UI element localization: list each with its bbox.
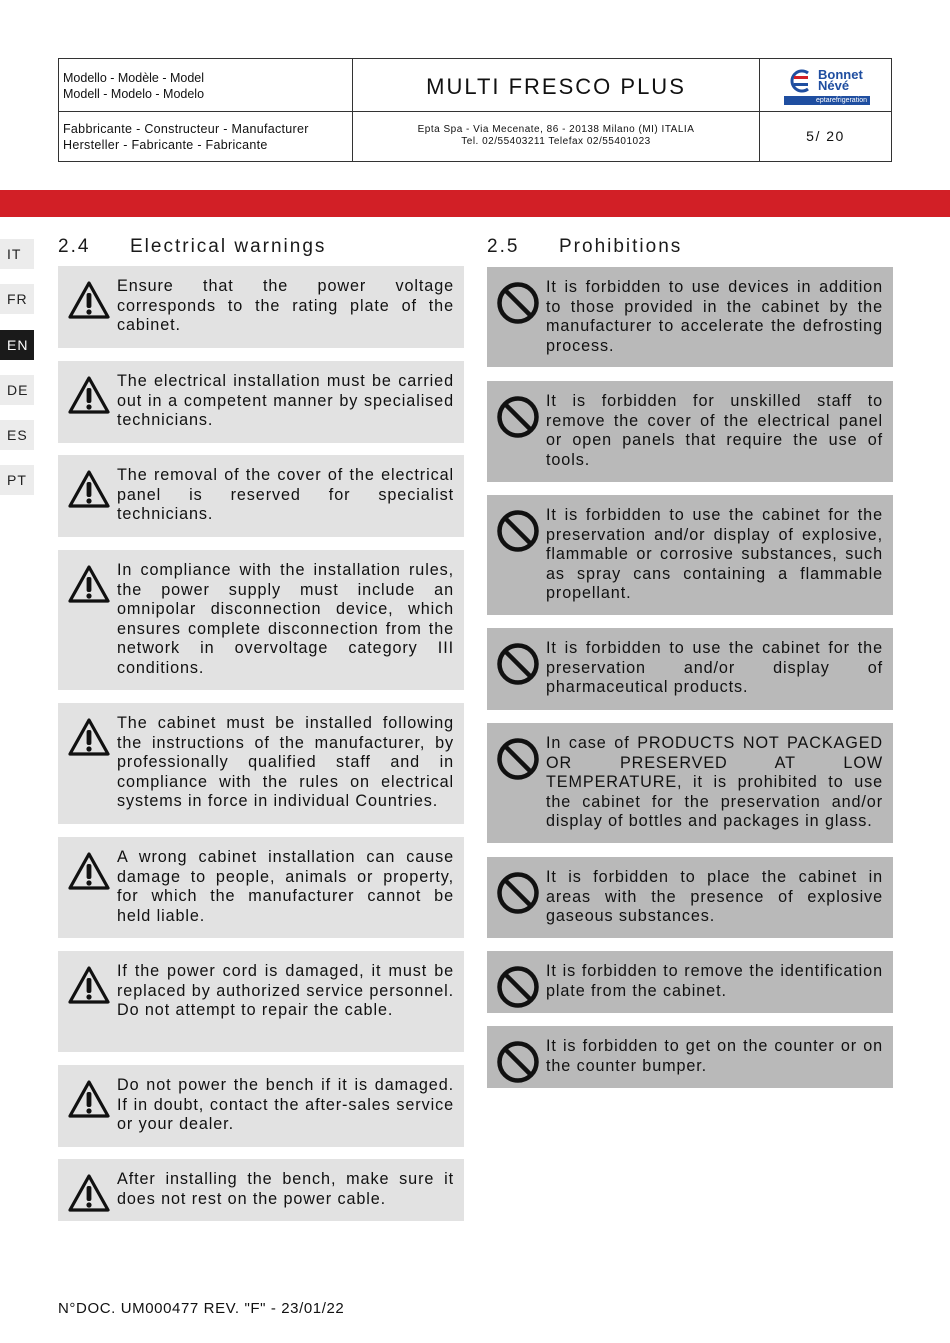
logo-brand-line2: Névé xyxy=(818,78,850,93)
document-header xyxy=(58,58,892,162)
language-tab-es[interactable]: ES xyxy=(0,420,34,450)
warnings-item xyxy=(58,550,464,690)
warnings-item xyxy=(58,1065,464,1147)
prohibition-icon xyxy=(496,871,540,911)
warning-triangle-icon xyxy=(67,851,111,891)
warnings-item xyxy=(58,703,464,824)
warning-triangle-icon xyxy=(67,1173,111,1213)
language-tab-en[interactable]: EN xyxy=(0,330,34,360)
warnings-item xyxy=(58,455,464,537)
manufacturer-label-line1: Fabbricante - Constructeur - Manufacturer xyxy=(63,122,309,136)
prohibition-icon xyxy=(496,281,540,321)
warning-triangle-icon xyxy=(67,1079,111,1119)
prohibitions-item-text: It is forbidden for unskilled staff to remove the cover of the electrical panel or open panels that require the use of tools. xyxy=(546,392,883,469)
warnings-item-text: After installing the bench, make sure it does not rest on the power cable. xyxy=(117,1170,454,1208)
model-name: MULTI FRESCO PLUS xyxy=(353,59,760,112)
section-number: 2.4 xyxy=(58,236,91,257)
section-band xyxy=(0,190,950,217)
prohibitions-item-text: It is forbidden to remove the identification plate from the cabinet. xyxy=(546,962,883,1000)
warnings-item xyxy=(58,266,464,348)
prohibitions-item-text: It is forbidden to use the cabinet for the preservation and/or display of pharmaceutical products. xyxy=(546,639,883,696)
language-tab-pt[interactable]: PT xyxy=(0,465,34,495)
section-number: 2.5 xyxy=(487,236,520,257)
address-line2: Tel. 02/55403211 Telefax 02/55401023 xyxy=(461,136,651,147)
page-number: 5/ 20 xyxy=(806,128,845,144)
prohibitions-item xyxy=(487,1026,893,1088)
bonnet-neve-logo xyxy=(784,66,870,106)
logo-sub: eptarefrigeration xyxy=(784,96,870,105)
manufacturer-label xyxy=(59,112,353,161)
warnings-item-text: The cabinet must be installed following the instructions of the manufacturer, by professionally qualified staff and in compliance with the rules on electrical systems in force in individual Countries. xyxy=(117,714,454,810)
prohibition-icon xyxy=(496,737,540,777)
prohibitions-item-text: It is forbidden to use the cabinet for the preservation and/or display of explosive, flammable or corrosive substances, such as spray cans containing a flammable propellant. xyxy=(546,506,883,602)
warnings-item-text: In compliance with the installation rules, the power supply must include an omnipolar disconnection device, which ensures complete disconnection from the network in overvoltage category III conditions. xyxy=(117,561,454,677)
prohibitions-item-text: It is forbidden to get on the counter or on the counter bumper. xyxy=(546,1037,883,1075)
model-label-line2: Modell - Modelo - Modelo xyxy=(63,87,205,101)
prohibition-icon xyxy=(496,965,540,1005)
prohibition-icon xyxy=(496,509,540,549)
warning-triangle-icon xyxy=(67,469,111,509)
prohibition-icon xyxy=(496,1040,540,1080)
section-heading-prohibitions xyxy=(487,236,682,258)
language-tab-it[interactable]: IT xyxy=(0,239,34,269)
logo-mark-icon xyxy=(786,67,816,95)
prohibitions-item xyxy=(487,381,893,482)
prohibition-icon xyxy=(496,642,540,682)
warning-triangle-icon xyxy=(67,375,111,415)
warnings-item-text: The electrical installation must be carried out in a competent manner by specialised technicians. xyxy=(117,372,454,429)
warnings-item xyxy=(58,951,464,1052)
prohibitions-item-text: It is forbidden to use devices in addition to those provided in the cabinet by the manufacturer to accelerate the defrosting process. xyxy=(546,278,883,355)
section-heading-warnings xyxy=(58,236,326,258)
prohibitions-item xyxy=(487,857,893,938)
prohibition-icon xyxy=(496,395,540,435)
section-title: Electrical warnings xyxy=(130,236,327,257)
warning-triangle-icon xyxy=(67,717,111,757)
prohibitions-item xyxy=(487,723,893,843)
logo-brand-line1: Bonnet xyxy=(818,67,863,82)
manufacturer-address xyxy=(353,112,760,161)
logo-cell xyxy=(760,59,891,112)
warnings-item xyxy=(58,1159,464,1221)
model-label-line1: Modello - Modèle - Model xyxy=(63,71,205,85)
language-tab-fr[interactable]: FR xyxy=(0,284,34,314)
prohibitions-item-text: In case of PRODUCTS NOT PACKAGED OR PRESERVED AT LOW TEMPERATURE, it is prohibited to use the cabinet for the preservation and/or display of bottles and packages in glass. xyxy=(546,734,883,830)
warnings-item xyxy=(58,361,464,443)
warnings-item-text: Do not power the bench if it is damaged. If in doubt, contact the after-sales service or your dealer. xyxy=(117,1076,454,1133)
address-line1: Epta Spa - Via Mecenate, 86 - 20138 Milano (MI) ITALIA xyxy=(417,124,695,135)
prohibitions-item xyxy=(487,628,893,710)
warnings-item-text: Ensure that the power voltage corresponds to the rating plate of the cabinet. xyxy=(117,277,454,334)
prohibitions-item-text: It is forbidden to place the cabinet in areas with the presence of explosive gaseous substances. xyxy=(546,868,883,925)
warnings-item-text: The removal of the cover of the electrical panel is reserved for specialist technicians. xyxy=(117,466,454,523)
model-label xyxy=(59,59,353,112)
warning-triangle-icon xyxy=(67,280,111,320)
warnings-item-text: A wrong cabinet installation can cause damage to people, animals or property, for which the manufacturer cannot be held liable. xyxy=(117,848,454,925)
prohibitions-item xyxy=(487,267,893,367)
manufacturer-label-line2: Hersteller - Fabricante - Fabricante xyxy=(63,138,268,152)
warnings-item-text: If the power cord is damaged, it must be replaced by authorized service personnel. Do not attempt to repair the cable. xyxy=(117,962,454,1019)
section-title: Prohibitions xyxy=(559,236,683,257)
warnings-item xyxy=(58,837,464,938)
document-reference: N°DOC. UM000477 REV. "F" - 23/01/22 xyxy=(58,1300,345,1317)
warning-triangle-icon xyxy=(67,965,111,1005)
language-tab-de[interactable]: DE xyxy=(0,375,34,405)
warning-triangle-icon xyxy=(67,564,111,604)
prohibitions-item xyxy=(487,495,893,615)
prohibitions-item xyxy=(487,951,893,1013)
